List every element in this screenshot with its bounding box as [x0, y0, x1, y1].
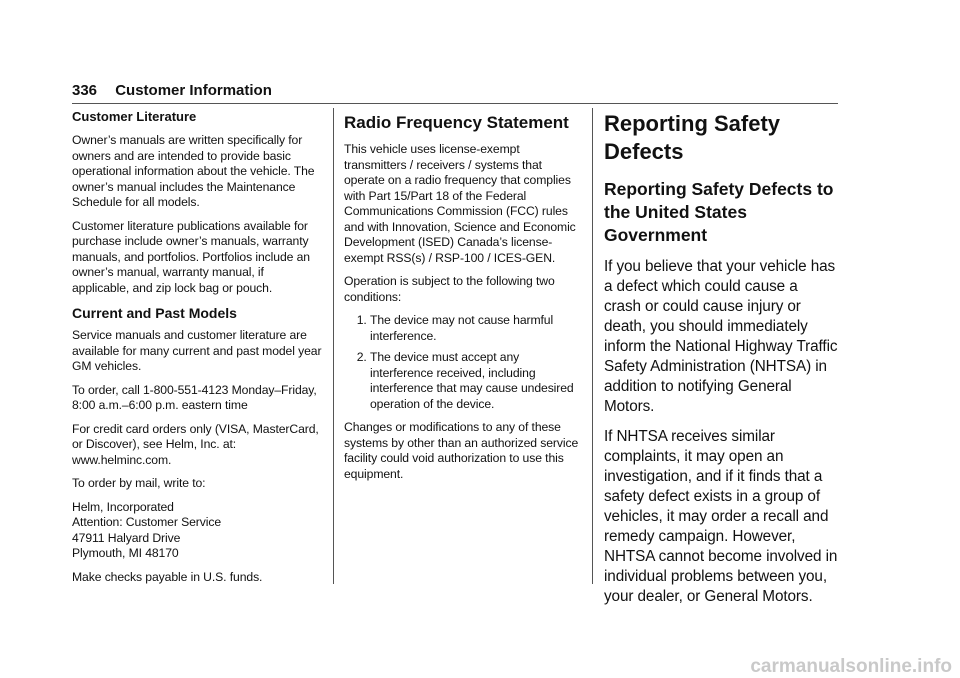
- page-number: 336: [72, 82, 98, 99]
- paragraph: For credit card orders only (VISA, MasterCard, or Discover), see Helm, Inc. at: www.helminc.com.: [72, 421, 319, 467]
- heading-current-past-models: Current and Past Models: [72, 305, 237, 321]
- column-middle: [344, 108, 580, 490]
- paragraph: Service manuals and customer literature are available for many current and past model year GM vehicles.: [72, 328, 322, 373]
- address-line: Plymouth, MI 48170: [72, 546, 179, 560]
- watermark: [0, 656, 960, 678]
- paragraph: Customer literature publications available for purchase include owner’s manuals, warranty manuals, and portfolios. Portfolios include an owner’s manual, warranty manual, if applicable, and zip lock bag or pouch.: [72, 218, 310, 295]
- column-right: [604, 108, 838, 617]
- paragraph: If you believe that your vehicle has a defect which could cause a crash or could cause injury or death, you should immediately inform the National Highway Traffic Safety Administration (NHTSA) in addition to notifying General Motors.: [604, 258, 838, 415]
- page-header: [72, 82, 838, 99]
- paragraph: To order, call 1-800-551-4123 Monday–Friday, 8:00 a.m.–6:00 p.m. eastern time: [72, 382, 317, 412]
- heading-customer-literature: Customer Literature: [72, 109, 197, 124]
- paragraph: To order by mail, write to:: [72, 476, 206, 490]
- address-line: Helm, Incorporated: [72, 499, 174, 514]
- list-item: 1. The device may not cause harmful interference.: [370, 313, 580, 344]
- watermark-text: carmanualsonline.info: [750, 656, 952, 677]
- column-divider: [592, 108, 593, 584]
- paragraph: If NHTSA receives similar complaints, it may open an investigation, and if it finds that a safety defect exists in a group of vehicles, it may order a recall and remedy campaign. However, NHTSA cannot become involved in individual problems between you, your dealer, or General Motors.: [604, 428, 838, 605]
- address-line: Attention: Customer Service: [72, 515, 222, 529]
- mailing-address: [72, 500, 324, 562]
- header-rule: [72, 103, 838, 104]
- list-item: 2. The device must accept any interference received, including interference that may cause undesired operation of the device.: [370, 350, 580, 412]
- column-divider: [333, 108, 334, 584]
- conditions-list: [344, 313, 580, 412]
- paragraph: Make checks payable in U.S. funds.: [72, 569, 263, 584]
- paragraph: Changes or modifications to any of these systems by other than an authorized service facility could void authorization to use this equipment.: [344, 420, 579, 481]
- heading-reporting-safety-defects: Reporting Safety Defects: [604, 111, 781, 164]
- address-line: 47911 Halyard Drive: [72, 530, 181, 545]
- section-title: Customer Information: [115, 82, 272, 99]
- column-left: [72, 108, 324, 593]
- paragraph: Operation is subject to the following two conditions:: [344, 274, 555, 304]
- heading-radio-frequency: Radio Frequency Statement: [344, 113, 569, 132]
- heading-us-government: Reporting Safety Defects to the United States Government: [604, 179, 834, 245]
- paragraph: Owner’s manuals are written specifically for owners and are intended to provide basic operational information about the vehicle. The owner’s manual includes the Maintenance Schedule for all models.: [72, 133, 315, 209]
- paragraph: This vehicle uses license-exempt transmitters / receivers / systems that operate on a radio frequency that complies with Part 15/Part 18 of the Federal Communications Commission (FCC) rules and with Innovation, Science and Economic Development (ISED) Canada’s license-exempt RSS(s) / RSP-100 / ICES-GEN.: [344, 142, 576, 265]
